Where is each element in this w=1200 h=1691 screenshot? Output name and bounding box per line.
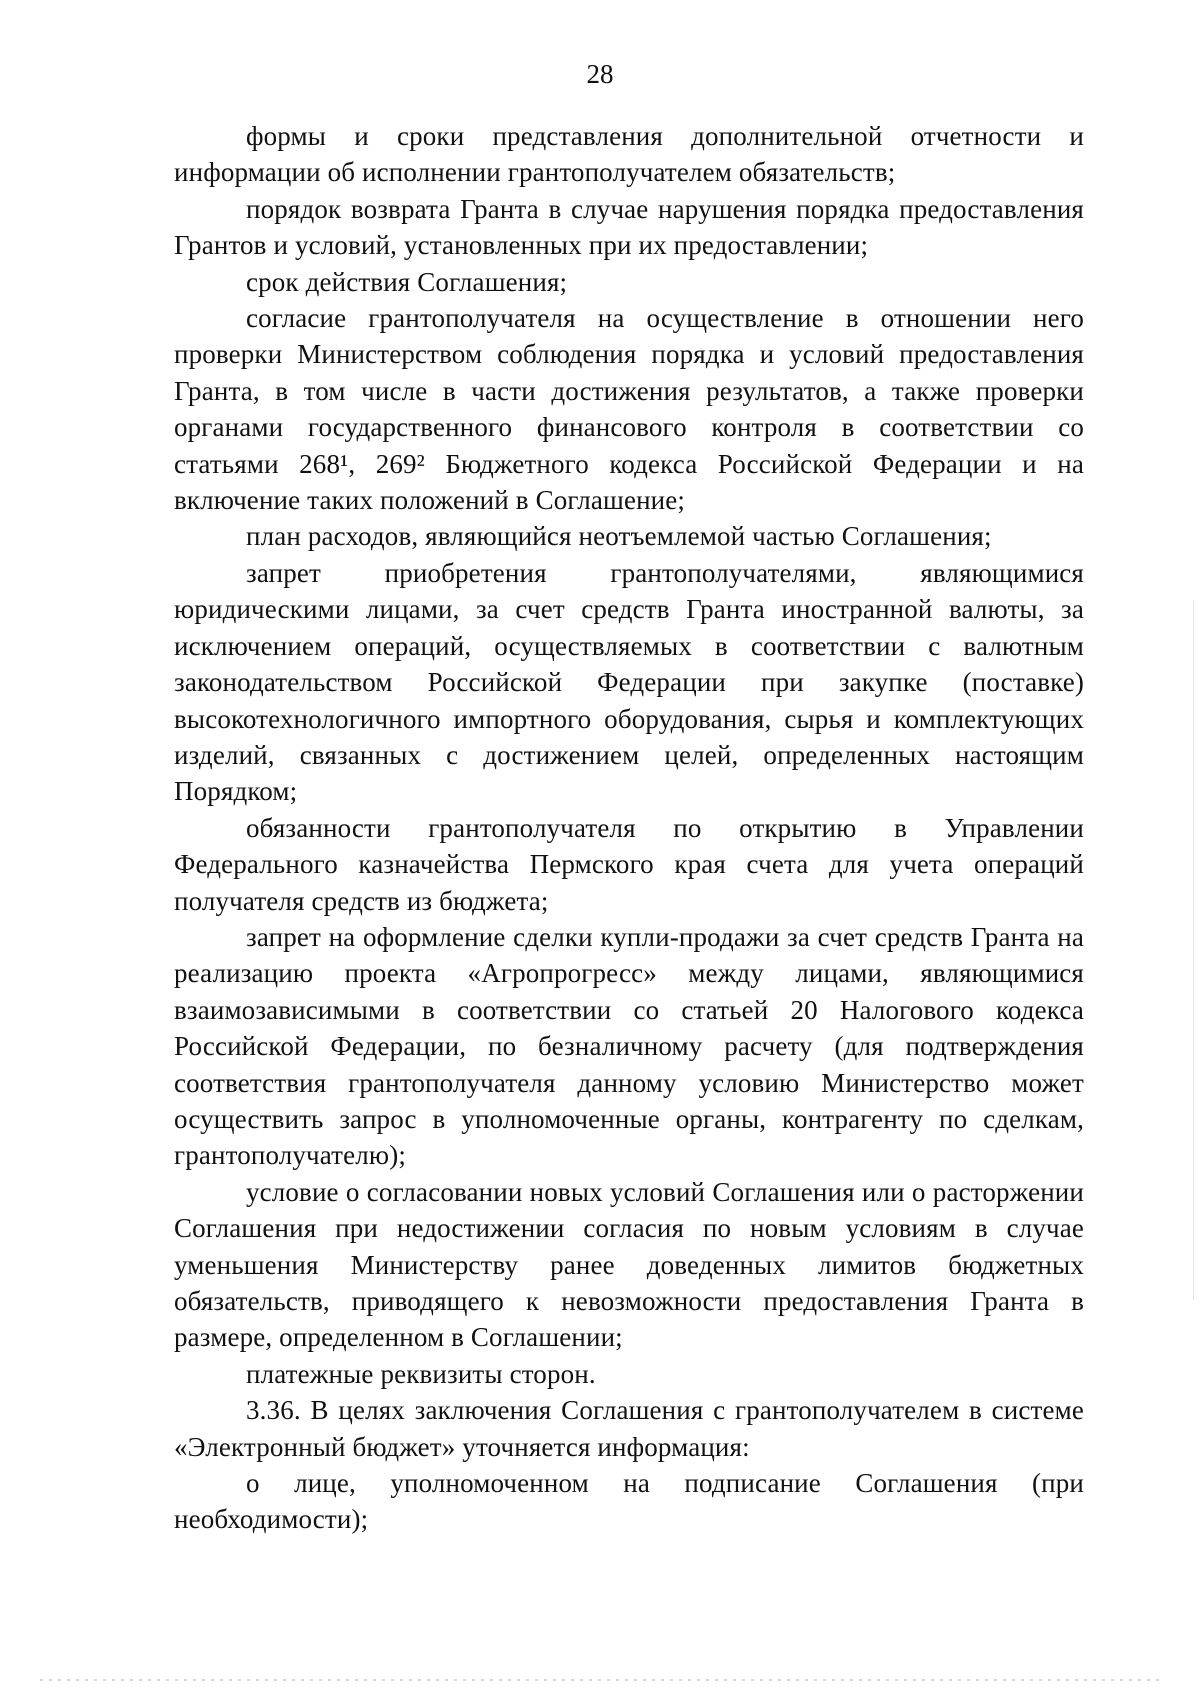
paragraph-expense-plan: план расходов, являющийся неотъемлемой частью Соглашения; xyxy=(246,521,992,552)
paragraph-authorized-person: о лице, уполномоченном на подписание Соглашения (при необходимости); xyxy=(174,1468,1084,1535)
paragraph-reporting-forms: формы и сроки представления дополнительной отчетности и информации об исполнении грантополучателем обязательств; xyxy=(174,121,1084,188)
paragraph-treasury-account: обязанности грантополучателя по открытию в Управлении Федерального казначейства Пермского края счета для учета операций получателя средств из бюджета; xyxy=(174,812,1084,916)
page-number: 28 xyxy=(586,59,614,89)
paragraph-payment-details: платежные реквизиты сторон. xyxy=(246,1358,596,1389)
paragraph-agreement-term: срок действия Соглашения; xyxy=(246,266,568,297)
scan-bottom-noise xyxy=(40,1679,1160,1681)
paragraph-currency-ban: запрет приобретения грантополучателями, являющимися юридическими лицами, за счет средств Гранта иностранной валюты, за исключением операций, осуществляемых в соответствии с валютным законодательством Российской Федерации при закупке (поставке) высокотехнологичного импортного оборудования, сырья и комплектующих изделий, связанных с достижением целей, определенных настоящим Порядком; xyxy=(174,557,1084,807)
paragraph-grant-return: порядок возврата Гранта в случае нарушения порядка предоставления Грантов и условий, установленных при их предоставлении; xyxy=(174,193,1084,261)
scan-edge-line xyxy=(1193,600,1194,1300)
paragraph-deal-ban: запрет на оформление сделки купли-продажи за счет средств Гранта на реализацию проекта «Агропрогресс» между лицами, являющимися взаимозависимыми в соответствии со статьей 20 Налогового кодекса Российской Федерации, по безналичному расчету (для подтверждения соответствия грантополучателя данному условию Министерство может осуществить запрос в уполномоченные органы, контрагенту по сделкам, грантополучателю); xyxy=(174,921,1084,1171)
paragraph-inspection-consent: согласие грантополучателя на осуществление в отношении него проверки Министерством соблюдения порядка и условий предоставления Гранта, в том числе в части достижения результатов, а также проверки органами государственного финансового контроля в соответствии со статьями 268¹, 269² Бюджетного кодекса Российской Федерации и на включение таких положений в Соглашение; xyxy=(174,303,1084,516)
document-body xyxy=(174,118,1084,1538)
paragraph-section-3-36: 3.36. В целях заключения Соглашения с грантополучателем в системе «Электронный бюджет» уточняется информация: xyxy=(174,1395,1084,1462)
paragraph-new-conditions: условие о согласовании новых условий Соглашения или о расторжении Соглашения при недостижении согласия по новым условиям в случае уменьшения Министерству ранее доведенных лимитов бюджетных обязательств, приводящего к невозможности предоставления Гранта в размере, определенном в Соглашении; xyxy=(174,1176,1084,1353)
